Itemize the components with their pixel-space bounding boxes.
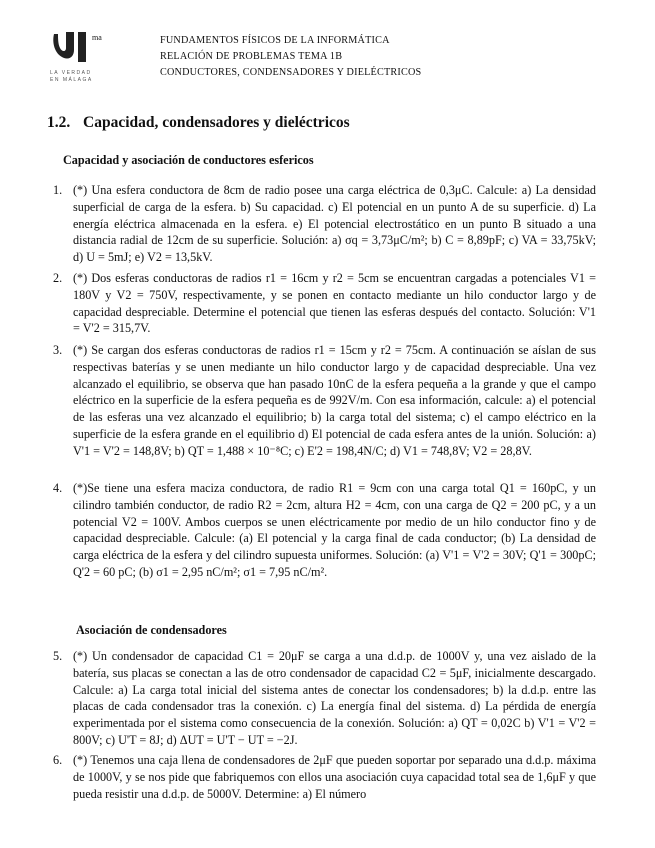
problem-item <box>53 648 596 749</box>
problem-number: 4. <box>53 481 63 495</box>
section-number: 1.2. <box>47 114 71 131</box>
problem-item <box>53 270 596 337</box>
problem-text: (*) Se cargan dos esferas conductoras de radios r1 = 15cm y r2 = 75cm. A continuación se aíslan de sus respectivas baterías y se unen mediante un hilo conductor largo y de capacidad despreciable. Una vez alcanzado el equilibrio, se observa que han pasado 10nC de la esfera pequeña a la grande y que el campo eléctrico en la superficie de la esfera pequeña es de 992V/m. Con esa información, calcule: a) el potencial de las esferas una vez alcanzado el equilibrio; b) la carga total del sistema; c) el campo eléctrico en la superficie de la esfera grande en el equilibrio d) El potencial de cada esfera antes de la unión. Solución: a) V'1 = V'2 = 148,8V; b) QT = 1,488 × 10⁻⁸C; c) E'2 = 198,4N/C; d) V1 = 748,8V; V2 = 28,8V. <box>73 343 596 458</box>
header-relation: RELACIÓN DE PROBLEMAS TEMA 1B <box>160 51 343 62</box>
document-header <box>160 33 421 81</box>
problem-item <box>53 480 596 581</box>
section-title: Capacidad, condensadores y dieléctricos <box>83 114 350 131</box>
subsection-capacitors: Asociación de condensadores <box>76 623 227 637</box>
problem-text: (*) Un condensador de capacidad C1 = 20μF se carga a una d.d.p. de 1000V y, una vez aislado de la batería, sus placas se conectan a las de otro condensador de capacidad C2 = 5μF, inicialmente descargado. Calcule: a) La carga total inicial del sistema antes de conectar los condensadores; b) la d.d.p. entre las placas de cada condensador tras la conexión. c) La energía final del sistema. d) La pérdida de energía experimentada por el sistema como consecuencia de la conexión. Solución: a) QT = 0,02C b) V'1 = V'2 = 800V; c) U'T = 8J; d) ΔUT = U'T − UT = −2J. <box>73 649 596 747</box>
problem-text: (*)Se tiene una esfera maciza conductora, de radio R1 = 9cm con una carga total Q1 = 160pC, y un cilindro también conductor, de radio R2 = 2cm, altura H2 = 4cm, con una carga de Q2 = 200 pC, y a un potencial V2 = 100V. Ambos cuerpos se unen eléctricamente por medio de un hilo conductor fino y de capacidad despreciable. Calcule: (a) El potencial y la carga final de cada conductor; (b) La densidad de carga eléctrica de la esfera y del cilindro supuesta uniformes. Solución: (a) V'1 = V'2 = 30V; Q'1 = 300pC; Q'2 = 60 pC; (b) σ1 = 2,95 nC/m²; σ1 = 7,95 nC/m². <box>73 481 596 579</box>
header-course: FUNDAMENTOS FÍSICOS DE LA INFORMÁTICA <box>160 35 390 46</box>
subsection-spheres: Capacidad y asociación de conductores esfericos <box>63 153 314 167</box>
logo-caption-line2: EN MÁLAGA <box>50 77 93 83</box>
problem-number: 3. <box>53 343 63 357</box>
problem-text: (*) Dos esferas conductoras de radios r1 = 16cm y r2 = 5cm se encuentran cargadas a potenciales V1 = 180V y V2 = 750V, respectivamente, y se ponen en contacto mediante un hilo conductor largo y de capacidad despreciable. Determine el potencial que tienen las esferas después del contacto. Solución: V'1 = V'2 = 315,7V. <box>73 271 596 336</box>
problem-text: (*) Una esfera conductora de 8cm de radio posee una carga eléctrica de 0,3μC. Calcule: a) La densidad superficial de carga de la esfera. b) Su capacidad. c) El potencial en un punto A de su superficie. d) La energía eléctrica almacenada en la esfera. e) El potencial electrostático en un punto B situado a una distancia radial de 12cm de su superficie. Solución: a) σq = 3,73μC/m²; b) C = 8,89pF; c) VA = 33,75kV; d) U = 5mJ; e) V2 = 13,5kV. <box>73 183 596 265</box>
section-heading <box>47 114 350 132</box>
problem-number: 1. <box>53 183 63 197</box>
problem-item <box>53 342 596 460</box>
problem-number: 5. <box>53 649 63 663</box>
logo-caption <box>50 70 93 84</box>
header-topic: CONDUCTORES, CONDENSADORES Y DIELÉCTRICOS <box>160 67 422 78</box>
logo-ma-text: ma <box>92 33 102 42</box>
problem-text: (*) Tenemos una caja llena de condensadores de 2μF que pueden soportar por separado una d.d.p. máxima de 1000V, y se nos pide que fabriquemos con ellos una asociación cuya capacidad total sea de 1,6μF y que pueda resistir una d.d.p. de 5000V. Determine: a) El número <box>73 753 596 801</box>
problem-number: 2. <box>53 271 63 285</box>
logo-caption-line1: LA VERDAD <box>50 70 92 76</box>
problem-number: 6. <box>53 753 63 767</box>
problem-item <box>53 182 596 266</box>
problem-item <box>53 752 596 802</box>
